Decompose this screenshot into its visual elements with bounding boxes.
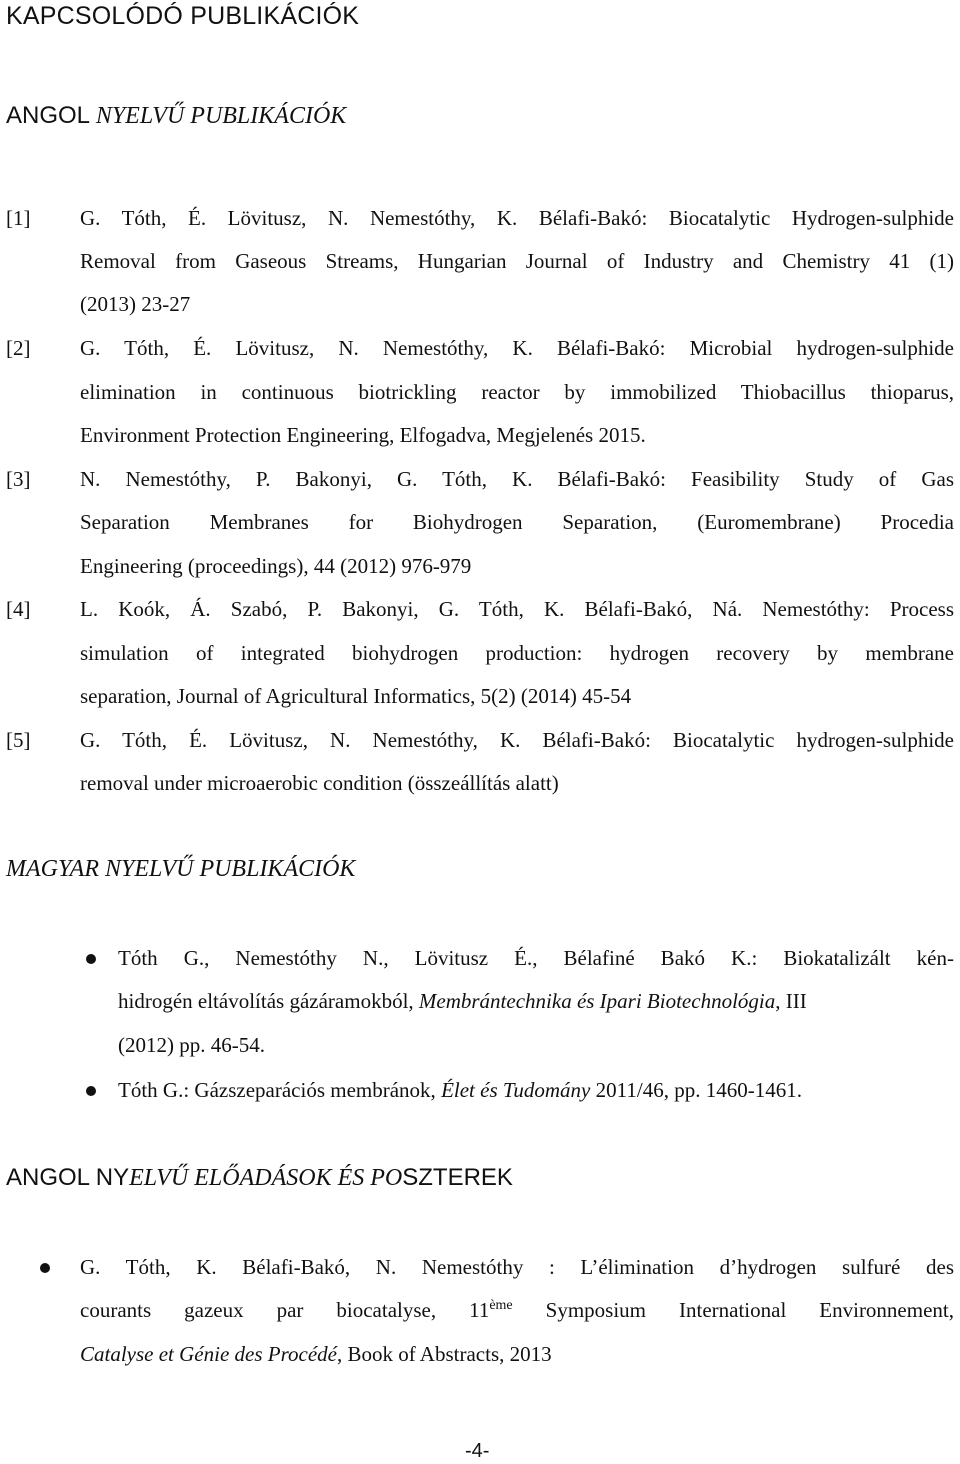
publication-line xyxy=(118,989,807,1014)
publication-line: Tóth G., Nemestóthy N., Lövitusz É., Bélafiné Bakó K.: Biokatalizált kén- xyxy=(118,946,954,970)
publication-line xyxy=(118,1078,802,1103)
reference-line: Engineering (proceedings), 44 (2012) 976-979 xyxy=(80,554,472,578)
ordinal-superscript: ème xyxy=(489,1298,513,1313)
reference-line: removal under microaerobic condition (összeállítás alatt) xyxy=(80,771,559,795)
page-title: KAPCSOLÓDÓ PUBLIKÁCIÓK xyxy=(6,2,360,30)
section-heading-english-talks xyxy=(6,1164,513,1192)
bullet-icon xyxy=(40,1263,50,1273)
reference-line: simulation of integrated biohydrogen production: hydrogen recovery by membrane xyxy=(80,641,954,665)
reference-line: N. Nemestóthy, P. Bakonyi, G. Tóth, K. Bélafi-Bakó: Feasibility Study of Gas xyxy=(80,467,954,491)
reference-line: G. Tóth, É. Lövitusz, N. Nemestóthy, K. Bélafi-Bakó: Microbial hydrogen-sulphide xyxy=(80,336,954,360)
journal-name: Membrántechnika és Ipari Biotechnológia xyxy=(418,989,776,1013)
reference-line: separation, Journal of Agricultural Informatics, 5(2) (2014) 45-54 xyxy=(80,684,632,708)
reference-line: G. Tóth, É. Lövitusz, N. Nemestóthy, K. Bélafi-Bakó: Biocatalytic Hydrogen-sulphide xyxy=(80,206,954,230)
section-heading-italic: NYELVŰ PUBLIKÁCIÓK xyxy=(95,103,347,129)
section-heading-plain: ANGOL NY xyxy=(6,1164,130,1191)
section-heading-english-publications xyxy=(6,102,346,130)
talk-text: Symposium International Environnement, xyxy=(512,1298,954,1322)
reference-number: [4] xyxy=(6,597,31,621)
journal-name: Élet és Tudomány xyxy=(441,1078,591,1102)
publication-text: Tóth G.: Gázszeparációs membránok, xyxy=(118,1078,442,1102)
bullet-icon xyxy=(86,1086,96,1096)
reference-line: (2013) 23-27 xyxy=(80,292,191,316)
talk-line: G. Tóth, K. Bélafi-Bakó, N. Nemestóthy : L’élimination d’hydrogen sulfuré des xyxy=(80,1255,954,1279)
publication-line: (2012) pp. 46-54. xyxy=(118,1033,265,1057)
publication-text: hidrogén eltávolítás gázáramokból, xyxy=(118,989,419,1013)
talk-text: courants gazeux par biocatalyse, 11 xyxy=(80,1298,490,1322)
reference-line: L. Koók, Á. Szabó, P. Bakonyi, G. Tóth, K. Bélafi-Bakó, Ná. Nemestóthy: Process xyxy=(80,597,954,621)
reference-line: Environment Protection Engineering, Elfogadva, Megjelenés 2015. xyxy=(80,423,646,447)
reference-line: elimination in continuous biotrickling reactor by immobilized Thiobacillus thioparus, xyxy=(80,380,954,404)
publication-text: 2011/46, pp. 1460-1461. xyxy=(590,1078,802,1102)
page-number: -4- xyxy=(465,1440,490,1462)
reference-number: [2] xyxy=(6,336,31,360)
talk-line xyxy=(80,1342,552,1367)
bullet-icon xyxy=(86,954,96,964)
reference-line: Removal from Gaseous Streams, Hungarian Journal of Industry and Chemistry 41 (1) xyxy=(80,249,954,273)
section-heading-italic: MAGYAR NYELVŰ PUBLIKÁCIÓK xyxy=(6,856,356,882)
publication-text: , III xyxy=(775,989,807,1013)
reference-line: G. Tóth, É. Lövitusz, N. Nemestóthy, K. Bélafi-Bakó: Biocatalytic hydrogen-sulphide xyxy=(80,728,954,752)
section-heading-plain: ANGOL xyxy=(6,102,96,129)
reference-number: [1] xyxy=(6,206,31,230)
reference-number: [3] xyxy=(6,467,31,491)
reference-line: Separation Membranes for Biohydrogen Separation, (Euromembrane) Procedia xyxy=(80,510,954,534)
reference-number: [5] xyxy=(6,728,31,752)
section-heading-hungarian-publications xyxy=(6,856,355,883)
section-heading-plain: SZTEREK xyxy=(402,1164,513,1191)
talk-line xyxy=(80,1298,954,1323)
conference-name: Catalyse et Génie des Procédé xyxy=(80,1342,337,1366)
talk-text: , Book of Abstracts, 2013 xyxy=(336,1342,552,1366)
section-heading-italic: ELVŰ ELŐADÁSOK ÉS PO xyxy=(129,1165,403,1191)
